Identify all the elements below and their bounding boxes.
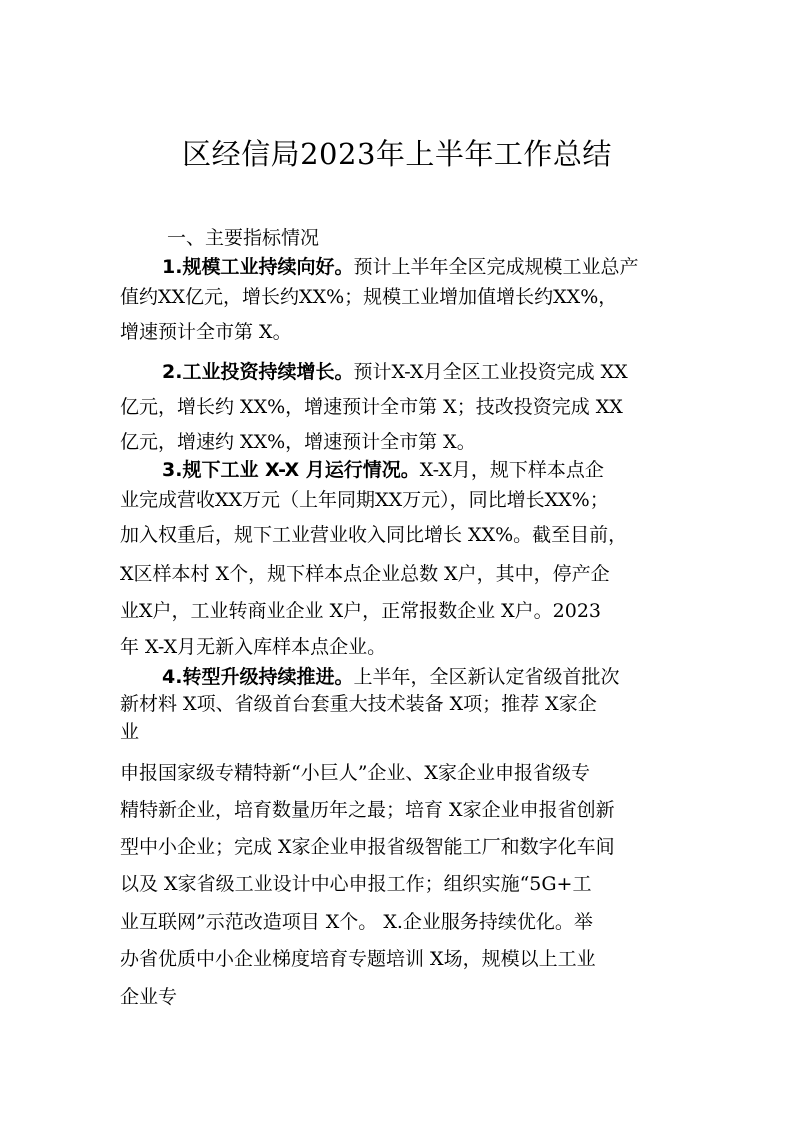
paragraph-line — [162, 663, 619, 691]
paragraph-line — [162, 253, 638, 281]
paragraph-line: 业完成营收XX万元（上年同期XX万元），同比增长XX%； — [120, 489, 609, 511]
section-heading: 一、主要指标情况 — [167, 227, 320, 249]
paragraph-line: 以及 X家省级工业设计中心申报工作；组织实施“5G+工 — [120, 873, 592, 895]
paragraph-line: 申报国家级专精特新“小巨人”企业、X家企业申报省级专 — [120, 762, 590, 784]
paragraph-line: 加入权重后，规下工业营业收入同比增长 XX%。截至目前， — [120, 524, 628, 546]
item-text: 上半年，全区新认定省级首批次 — [353, 666, 620, 688]
paragraph-line: 业X户，工业转商业企业 X户，正常报数企业 X户。2023 — [120, 600, 602, 622]
paragraph-line: 值约XX亿元，增长约XX%；规模工业增加值增长约XX%， — [120, 286, 618, 308]
item-heading: 4.转型升级持续推进。 — [162, 666, 354, 688]
paragraph-line: X区样本村 X个，规下样本点企业总数 X户，其中，停产企 — [120, 563, 610, 585]
item-text: 预计上半年全区完成规模工业总产 — [353, 256, 639, 278]
paragraph-line: 业 — [120, 721, 140, 743]
paragraph-line: 企业专 — [120, 986, 178, 1008]
item-heading: 3.规下工业 X-X 月运行情况。 — [162, 459, 420, 481]
paragraph-line — [162, 358, 628, 386]
paragraph-line: 新材料 X项、省级首台套重大技术装备 X项；推荐 X家企 — [120, 693, 597, 715]
item-heading: 1.规模工业持续向好。 — [162, 256, 354, 278]
document-title: 区经信局2023年上半年工作总结 — [182, 137, 612, 171]
paragraph-line: 增速预计全市第 X。 — [120, 321, 292, 343]
item-heading: 2.工业投资持续增长。 — [162, 361, 354, 383]
paragraph-line: 型中小企业；完成 X家企业申报省级智能工厂和数字化车间 — [120, 836, 615, 858]
item-text: 预计X-X月全区工业投资完成 XX — [353, 361, 628, 383]
item-text: X-X月，规下样本点企 — [419, 459, 604, 481]
paragraph-line: 精特新企业，培育数量历年之最；培育 X家企业申报省创新 — [120, 799, 615, 821]
paragraph-line: 办省优质中小企业梯度培育专题培训 X场，规模以上工业 — [120, 948, 596, 970]
paragraph-line: 亿元，增长约 XX%，增速预计全市第 X；技改投资完成 XX — [120, 396, 623, 418]
paragraph-line: 亿元，增速约 XX%，增速预计全市第 X。 — [120, 431, 476, 453]
paragraph-line: 业互联网”示范改造项目 X个。 X.企业服务持续优化。举 — [120, 911, 593, 933]
paragraph-line — [162, 456, 604, 484]
paragraph-line: 年 X-X月无新入库样本点企业。 — [120, 636, 387, 658]
